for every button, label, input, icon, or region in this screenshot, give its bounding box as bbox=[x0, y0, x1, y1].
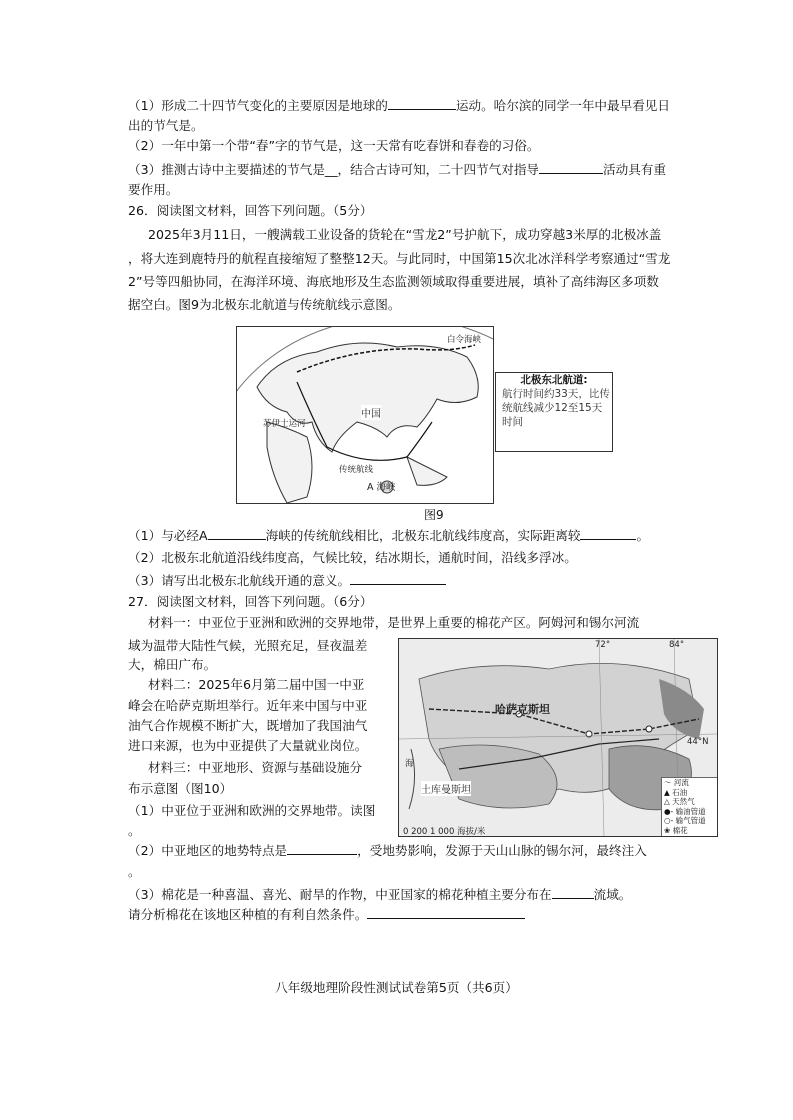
callout-body: 航行时间约33天，比传统航线减少12至15天时间 bbox=[502, 388, 610, 428]
q26-title: 26．阅读图文材料，回答下列问题。（5分） bbox=[128, 203, 373, 218]
figure-9-map bbox=[236, 326, 494, 504]
legend-oil: ▲ 石油 bbox=[664, 787, 688, 797]
q27-sub2-line2: 。 bbox=[128, 864, 141, 879]
q25-sub3-line2: 要作用。 bbox=[128, 182, 179, 197]
q27-sub2-line1: （2）中亚地区的地势特点是 ，受地势影响，发源于天山山脉的锡尔河，最终注入 bbox=[128, 843, 647, 858]
q27-sub1-line1: （1）中亚位于亚洲和欧洲的交界地带。读图 bbox=[128, 803, 376, 818]
arctic-route-callout bbox=[495, 372, 613, 452]
q27-material3-line1: 材料三：中亚地形、资源与基础设施分 bbox=[148, 760, 363, 775]
answer-blank[interactable] bbox=[388, 96, 456, 110]
map-label-suez: 苏伊士运河 bbox=[263, 419, 306, 429]
map-scale: 0 200 1 000 海拔/米 bbox=[403, 827, 486, 837]
map-label-turkmenistan: 土库曼斯坦 bbox=[421, 781, 471, 796]
figure-9-caption: 图9 bbox=[424, 508, 444, 522]
q26-sub1: （1）与必经A 海峡的传统航线相比，北极东北航线纬度高，实际距离较 。 bbox=[128, 528, 650, 543]
map-label-kazakhstan: 哈萨克斯坦 bbox=[495, 703, 550, 716]
answer-blank[interactable] bbox=[287, 841, 357, 855]
legend-gas-pipeline: ○- 输气管道 bbox=[664, 816, 706, 825]
answer-blank[interactable] bbox=[350, 571, 446, 585]
q27-material2-line2: 峰会在哈萨克斯坦举行。近年来中国与中亚 bbox=[128, 698, 368, 713]
map-label-lon72: 72° bbox=[595, 640, 611, 650]
q27-sub3-line1: （3）棉花是一种喜温、喜光、耐旱的作物，中亚国家的棉花种植主要分布在 流域。 bbox=[128, 887, 632, 902]
q27-material2-line4: 进口来源，也为中亚提供了大量就业岗位。 bbox=[128, 738, 368, 753]
q27-sub3-line2: 请分析棉花在该地区种植的有利自然条件。 bbox=[128, 905, 525, 924]
map-label-sea: 海 bbox=[405, 759, 414, 769]
q26-sub2: （2）北极东北航道沿线纬度高，气候比较，结冰期长，通航时间，沿线多浮冰。 bbox=[128, 550, 577, 565]
q25-sub2: （2）一年中第一个带“春”字的节气是，这一天常有吃春饼和春卷的习俗。 bbox=[128, 138, 540, 153]
q25-sub3-line1: （3）推测古诗中主要描述的节气是__，结合古诗可知，二十四节气对指导 活动具有重 bbox=[128, 162, 666, 177]
answer-blank[interactable] bbox=[208, 526, 266, 540]
map-label-lon84: 84° bbox=[669, 640, 685, 650]
q27-title: 27．阅读图文材料，回答下列问题。（6分） bbox=[128, 594, 373, 609]
map-label-traditional-route: 传统航线 bbox=[339, 465, 374, 475]
q26-paragraph-line4: 据空白。图9为北极东北航道与传统航线示意图。 bbox=[128, 297, 401, 312]
answer-blank[interactable] bbox=[552, 885, 594, 899]
legend-river: ～ 河流 bbox=[664, 778, 689, 787]
q27-material2-line1: 材料二：2025年6月第二届中国一中亚 bbox=[148, 677, 365, 692]
map-label-lat44: 44°N bbox=[687, 737, 709, 747]
page-footer: 八年级地理阶段性测试试卷第5页（共6页） bbox=[275, 980, 518, 995]
map-label-strait-a: A 海峡 bbox=[367, 482, 396, 493]
q27-material1-line1: 材料一：中亚位于亚洲和欧洲的交界地带，是世界上重要的棉花产区。阿姆河和锡尔河流 bbox=[148, 615, 640, 630]
map-label-china: 中国 bbox=[361, 405, 381, 420]
answer-blank[interactable] bbox=[580, 526, 636, 540]
answer-blank[interactable] bbox=[539, 160, 603, 174]
q25-sub1-line1: （1）形成二十四节气变化的主要原因是地球的 运动。哈尔滨的同学一年中最早看见日 bbox=[128, 98, 670, 113]
map-label-bering: 白令海峡 bbox=[447, 335, 482, 345]
callout-title: 北极东北航道: bbox=[520, 374, 588, 386]
legend-oil-pipeline: ●- 输油管道 bbox=[664, 806, 706, 816]
q25-sub1-line2: 出的节气是。 bbox=[128, 118, 204, 133]
q26-paragraph-line1: 2025年3月11日，一艘满载工业设备的货轮在“雪龙2”号护航下，成功穿越3米厚的北极冰盖 bbox=[148, 227, 662, 242]
q27-material2-line3: 油气合作规模不断扩大，既增加了我国油气 bbox=[128, 718, 368, 733]
q26-paragraph-line3: 2”号等四船协同，在海洋环境、海底地形及生态监测领域取得重要进展，填补了高纬海区多项数 bbox=[128, 274, 659, 289]
q27-material3-line2: 布示意图（图10） bbox=[128, 781, 233, 796]
q26-sub3: （3）请写出北极东北航线开通的意义。 bbox=[128, 571, 446, 590]
q26-paragraph-line2: ，将大连到鹿特丹的航程直接缩短了整整12天。与此同时，中国第15次北冰洋科学考察通过“雪龙 bbox=[128, 251, 671, 266]
figure-10-map bbox=[398, 638, 718, 837]
legend-cotton: ❀ 棉花 bbox=[664, 825, 688, 835]
q27-material1-line3: 大，棉田广布。 bbox=[128, 657, 217, 672]
q27-material1-line2: 域为温带大陆性气候，光照充足，昼夜温差 bbox=[128, 638, 368, 653]
q27-sub1-line2: 。 bbox=[128, 823, 141, 838]
legend-gas: △ 天然气 bbox=[664, 797, 695, 806]
answer-blank[interactable] bbox=[367, 905, 525, 919]
map-legend bbox=[661, 777, 718, 837]
